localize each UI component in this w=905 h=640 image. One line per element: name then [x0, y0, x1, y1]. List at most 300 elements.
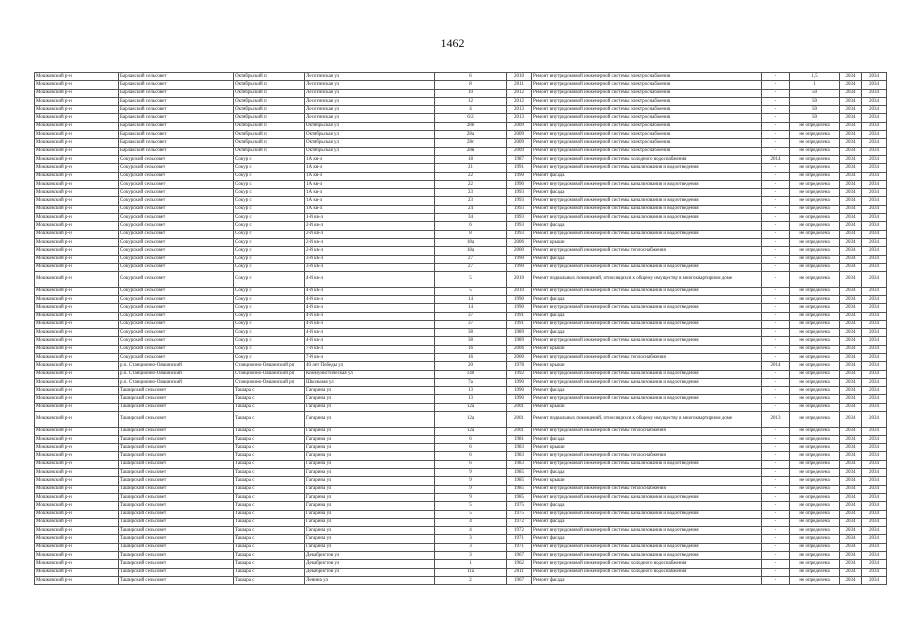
table-cell: не определена [790, 370, 840, 378]
table-cell: Барлакский сельсовет [119, 139, 234, 147]
table-cell: - [762, 197, 790, 205]
table-cell: - [762, 304, 790, 312]
table-cell: Мошковский р-н [35, 378, 119, 386]
table-cell: 2034 [862, 131, 887, 139]
table-cell: 2034 [840, 263, 862, 271]
table-cell: Сокурский сельсовет [119, 214, 234, 222]
table-cell: Барлакский сельсовет [119, 131, 234, 139]
table-cell: Таширский сельсовет [119, 452, 234, 460]
table-cell: Сокур с [234, 197, 305, 205]
table-cell: не определена [790, 320, 840, 328]
table-cell: 5 [435, 502, 507, 510]
table-row [35, 403, 887, 411]
table-row [35, 477, 887, 485]
table-cell: не определена [790, 139, 840, 147]
table-cell: 1989 [507, 337, 532, 345]
table-cell: - [762, 97, 790, 105]
table-cell: 1983 [507, 460, 532, 468]
table-cell: 2034 [862, 230, 887, 238]
table-cell: Ташара с [234, 460, 305, 468]
table-cell: 3-й кв-л [305, 255, 435, 263]
table-cell: Октябрьский п [234, 89, 305, 97]
table-cell: 2034 [840, 395, 862, 403]
table-cell: 50 [790, 114, 840, 122]
table-cell: Сокурский сельсовет [119, 222, 234, 230]
table-cell: Ремонт внутридомовой инженерной системы канализования и водоотведения [532, 205, 762, 213]
table-cell: 2034 [840, 312, 862, 320]
table-cell: 2034 [840, 189, 862, 197]
table-cell: Ремонт внутридомовой инженерной системы электроснабжения [532, 131, 762, 139]
table-cell: Мошковский р-н [35, 510, 119, 518]
table-row [35, 89, 887, 97]
table-cell: 2034 [840, 576, 862, 584]
table-cell: Ремонт внутридомовой инженерной системы холодного водоснабжения [532, 560, 762, 568]
table-cell: 2034 [862, 477, 887, 485]
table-cell: 1990 [507, 295, 532, 303]
table-cell: Таширский сельсовет [119, 477, 234, 485]
table-cell: Мошковский р-н [35, 131, 119, 139]
table-cell: 1990 [507, 255, 532, 263]
table-cell: не определена [790, 172, 840, 180]
table-cell: Таширский сельсовет [119, 395, 234, 403]
table-cell: Таширский сельсовет [119, 460, 234, 468]
table-cell: Мошковский р-н [35, 345, 119, 353]
table-cell: 2034 [840, 155, 862, 163]
table-cell: 1985 [507, 477, 532, 485]
table-cell: 2034 [862, 122, 887, 130]
table-cell: 2034 [862, 73, 887, 81]
table-cell: 2034 [840, 238, 862, 246]
table-cell: Мошковский р-н [35, 493, 119, 501]
table-cell: Мошковский р-н [35, 155, 119, 163]
table-row [35, 97, 887, 105]
repair-registry-table [34, 72, 887, 585]
table-cell: 2034 [862, 205, 887, 213]
table-cell: - [762, 395, 790, 403]
table-cell: Мошковский р-н [35, 444, 119, 452]
table-cell: 2034 [840, 180, 862, 188]
table-cell: 2034 [840, 560, 862, 568]
table-cell: 2034 [840, 412, 862, 428]
table-row [35, 205, 887, 213]
table-cell: не определена [790, 147, 840, 155]
table-cell: 28б [435, 122, 507, 130]
table-cell: 1А кв-л [305, 164, 435, 172]
table-cell: 14 [435, 295, 507, 303]
table-cell: 2034 [840, 337, 862, 345]
table-cell: Ремонт внутридомовой инженерной системы канализования и водоотведения [532, 337, 762, 345]
table-cell: 4-й кв-л [305, 329, 435, 337]
table-cell: Мошковский р-н [35, 81, 119, 89]
table-cell: Сокур с [234, 287, 305, 295]
table-cell: Ремонт фасада [532, 295, 762, 303]
table-cell: 21 [435, 164, 507, 172]
table-cell: 23 [435, 189, 507, 197]
table-cell: 18 [435, 155, 507, 163]
table-cell: Ташара с [234, 510, 305, 518]
table-cell: 1А кв-л [305, 155, 435, 163]
table-cell: не определена [790, 337, 840, 345]
table-cell: Ташара с [234, 485, 305, 493]
table-cell: - [762, 295, 790, 303]
table-cell: 2034 [840, 543, 862, 551]
table-cell: Гагарина ул [305, 435, 435, 443]
table-cell: Таширский сельсовет [119, 427, 234, 435]
table-cell: Сокурский сельсовет [119, 337, 234, 345]
table-cell: - [762, 552, 790, 560]
table-cell: 2034 [862, 337, 887, 345]
table-cell: 2034 [862, 387, 887, 395]
table-cell: Ташара с [234, 535, 305, 543]
table-row [35, 427, 887, 435]
table-cell: Сокур с [234, 172, 305, 180]
table-cell: 2034 [840, 247, 862, 255]
table-cell: не определена [790, 131, 840, 139]
table-cell: не определена [790, 362, 840, 370]
table-row [35, 435, 887, 443]
table-cell: - [762, 452, 790, 460]
table-cell: 1990 [507, 172, 532, 180]
table-cell: Ташара с [234, 435, 305, 443]
table-cell: Таширский сельсовет [119, 412, 234, 428]
table-cell: 4-й кв-л [305, 312, 435, 320]
table-cell: 6 [435, 73, 507, 81]
table-cell: 2034 [862, 427, 887, 435]
table-cell: 1975 [507, 502, 532, 510]
table-cell: 2034 [840, 255, 862, 263]
table-cell: 2034 [840, 97, 862, 105]
table-cell: 2034 [862, 535, 887, 543]
table-cell: Ремонт подвальных помещений, относящихся к общему имуществу в многоквартирном доме [532, 412, 762, 428]
table-row [35, 527, 887, 535]
table-cell: Мошковский р-н [35, 362, 119, 370]
table-cell: Ташара с [234, 427, 305, 435]
table-cell: Сокур с [234, 337, 305, 345]
table-cell: Ремонт внутридомовой инженерной системы электроснабжения [532, 97, 762, 105]
table-cell: 2011 [507, 81, 532, 89]
table-row [35, 304, 887, 312]
table-cell: - [762, 164, 790, 172]
table-cell: 1989 [507, 329, 532, 337]
table-cell: 2034 [840, 106, 862, 114]
table-cell: Лесотинская ул [305, 114, 435, 122]
table-cell: 2034 [862, 469, 887, 477]
table-cell: не определена [790, 387, 840, 395]
table-cell: 13 [435, 395, 507, 403]
table-cell: 2034 [862, 493, 887, 501]
table-cell: Мошковский р-н [35, 114, 119, 122]
table-cell: Ремонт внутридомовой инженерной системы канализования и водоотведения [532, 510, 762, 518]
table-cell: 2034 [862, 214, 887, 222]
table-cell: Октябрьский п [234, 114, 305, 122]
table-cell: Ремонт фасада [532, 312, 762, 320]
table-cell: 2034 [862, 304, 887, 312]
table-cell: - [762, 477, 790, 485]
table-cell: 1993 [507, 214, 532, 222]
table-cell: не определена [790, 354, 840, 362]
table-cell: Ремонт внутридомовой инженерной системы теплоснабжения [532, 427, 762, 435]
table-cell: не определена [790, 552, 840, 560]
table-cell: 2034 [840, 122, 862, 130]
table-cell: 2034 [840, 197, 862, 205]
table-cell: 2009 [507, 139, 532, 147]
table-cell: Сокур с [234, 255, 305, 263]
table-row [35, 180, 887, 188]
table-cell: не определена [790, 197, 840, 205]
table-cell: Гагарина ул [305, 518, 435, 526]
table-cell: - [762, 189, 790, 197]
table-cell: - [762, 460, 790, 468]
table-row [35, 172, 887, 180]
table-cell: Сокурский сельсовет [119, 312, 234, 320]
table-cell: 2034 [840, 444, 862, 452]
table-cell: 18а [435, 247, 507, 255]
table-cell: 2034 [862, 312, 887, 320]
table-cell: Октябрьская ул [305, 131, 435, 139]
table-cell: не определена [790, 345, 840, 353]
table-cell: Ремонт фасада [532, 329, 762, 337]
table-cell: 12а [435, 412, 507, 428]
table-cell: - [762, 378, 790, 386]
table-cell: 1993 [507, 189, 532, 197]
table-cell: 2034 [862, 552, 887, 560]
table-row [35, 395, 887, 403]
table-cell: не определена [790, 510, 840, 518]
table-cell: не определена [790, 444, 840, 452]
table-cell: Мошковский р-н [35, 197, 119, 205]
table-cell: Ремонт фасада [532, 535, 762, 543]
table-cell: 2034 [840, 535, 862, 543]
table-row [35, 295, 887, 303]
table-cell: 2034 [840, 518, 862, 526]
table-cell: 2034 [840, 460, 862, 468]
table-cell: не определена [790, 295, 840, 303]
table-cell: Мошковский р-н [35, 568, 119, 576]
table-cell: Ремонт внутридомовой инженерной системы канализования и водоотведения [532, 552, 762, 560]
table-cell: 1А кв-л [305, 189, 435, 197]
table-cell: 2034 [840, 205, 862, 213]
table-cell: 8 [435, 230, 507, 238]
table-cell: - [762, 370, 790, 378]
table-row [35, 354, 887, 362]
table-cell: - [762, 73, 790, 81]
table-cell: 2034 [862, 354, 887, 362]
table-cell: 3 [435, 543, 507, 551]
page-number: 1462 [440, 36, 465, 50]
table-cell: не определена [790, 485, 840, 493]
table-cell: Ташара с [234, 527, 305, 535]
table-cell: 6 [435, 435, 507, 443]
table-cell: 1А кв-л [305, 180, 435, 188]
table-cell: 2 [435, 576, 507, 584]
table-row [35, 378, 887, 386]
table-cell: Таширский сельсовет [119, 435, 234, 443]
table-cell: Станционно-Ояшинский рп [234, 378, 305, 386]
table-cell: 3 [435, 552, 507, 560]
table-cell: 4-й кв-л [305, 295, 435, 303]
table-cell: 1983 [507, 452, 532, 460]
table-cell: 23 [435, 197, 507, 205]
table-cell: - [762, 263, 790, 271]
table-cell: Мошковский р-н [35, 576, 119, 584]
table-row [35, 287, 887, 295]
table-cell: 2011 [507, 568, 532, 576]
table-cell: 2034 [862, 502, 887, 510]
table-cell: 16 [435, 345, 507, 353]
table-cell: 1990 [507, 263, 532, 271]
table-cell: 28г [435, 139, 507, 147]
table-cell: 4 [435, 518, 507, 526]
table-cell: 27 [435, 255, 507, 263]
table-cell: Сокур с [234, 164, 305, 172]
table-cell: 2034 [840, 469, 862, 477]
table-cell: 2034 [840, 287, 862, 295]
table-cell: Ташара с [234, 568, 305, 576]
table-cell: Барлакский сельсовет [119, 73, 234, 81]
table-cell: 7а [435, 378, 507, 386]
table-cell: Мошковский р-н [35, 263, 119, 271]
table-cell: Мошковский р-н [35, 560, 119, 568]
table-row [35, 230, 887, 238]
table-cell: 2009 [507, 131, 532, 139]
table-cell: 2034 [840, 477, 862, 485]
table-cell: Гагарина ул [305, 403, 435, 411]
table-row [35, 329, 887, 337]
table-cell: 2034 [840, 552, 862, 560]
table-cell: 2034 [862, 435, 887, 443]
table-cell: Сокурский сельсовет [119, 189, 234, 197]
table-cell: Сокурский сельсовет [119, 304, 234, 312]
table-cell: - [762, 122, 790, 130]
table-cell: 1981 [507, 435, 532, 443]
table-cell: Коммунистическая ул [305, 370, 435, 378]
table-cell: 2034 [840, 147, 862, 155]
table-cell: Сокурский сельсовет [119, 255, 234, 263]
table-cell: Сокурский сельсовет [119, 247, 234, 255]
table-cell: Ремонт внутридомовой инженерной системы канализования и водоотведения [532, 460, 762, 468]
table-cell: 22 [435, 172, 507, 180]
table-cell: Сокур с [234, 304, 305, 312]
table-cell: Мошковский р-н [35, 89, 119, 97]
table-cell: - [762, 214, 790, 222]
table-cell: Мошковский р-н [35, 527, 119, 535]
table-cell: Сокур с [234, 205, 305, 213]
table-cell: Мошковский р-н [35, 247, 119, 255]
table-cell: - [762, 320, 790, 328]
table-cell: 1А кв-л [305, 172, 435, 180]
table-cell: 40 лет Победы ул [305, 362, 435, 370]
table-cell: 2034 [862, 247, 887, 255]
table-cell: не определена [790, 469, 840, 477]
table-cell: Ремонт фасада [532, 518, 762, 526]
table-cell: Таширский сельсовет [119, 387, 234, 395]
table-cell: Таширский сельсовет [119, 527, 234, 535]
table-cell: Мошковский р-н [35, 222, 119, 230]
table-cell: Ремонт внутридомовой инженерной системы канализования и водоотведения [532, 543, 762, 551]
table-cell: 2034 [862, 197, 887, 205]
table-cell: Мошковский р-н [35, 122, 119, 130]
table-cell: 9 [435, 485, 507, 493]
table-cell: 2034 [840, 329, 862, 337]
table-cell: 2013 [507, 106, 532, 114]
table-cell: 6 [435, 452, 507, 460]
table-cell: Лесотинская ул [305, 106, 435, 114]
table-cell: 24 [435, 205, 507, 213]
table-cell: Гагарина ул [305, 535, 435, 543]
table-cell: Ремонт внутридомовой инженерной системы канализования и водоотведения [532, 230, 762, 238]
table-cell: 2034 [840, 272, 862, 288]
table-cell: 1985 [507, 493, 532, 501]
table-cell: 2034 [862, 345, 887, 353]
table-cell: 2013 [507, 114, 532, 122]
table-row [35, 222, 887, 230]
table-cell: Ремонт внутридомовой инженерной системы канализования и водоотведения [532, 197, 762, 205]
table-cell: 1993 [507, 230, 532, 238]
table-cell: Сокурский сельсовет [119, 287, 234, 295]
table-row [35, 155, 887, 163]
table-cell: 2034 [862, 295, 887, 303]
table-cell: Мошковский р-н [35, 255, 119, 263]
table-cell: не определена [790, 304, 840, 312]
table-cell: Мошковский р-н [35, 337, 119, 345]
table-cell: не определена [790, 230, 840, 238]
table-cell: 2034 [862, 189, 887, 197]
table-cell: - [762, 387, 790, 395]
table-cell: Гагарина ул [305, 469, 435, 477]
table-cell: Сокурский сельсовет [119, 205, 234, 213]
table-cell: Сокурский сельсовет [119, 164, 234, 172]
table-cell: Сокурский сельсовет [119, 272, 234, 288]
table-cell: Ремонт внутридомовой инженерной системы канализования и водоотведения [532, 263, 762, 271]
table-cell: - [762, 493, 790, 501]
table-cell: 1 [435, 560, 507, 568]
table-cell: 2006 [507, 345, 532, 353]
table-cell: 2034 [840, 114, 862, 122]
table-cell: 2034 [862, 527, 887, 535]
table-cell: Мошковский р-н [35, 147, 119, 155]
table-cell: 4-й кв-л [305, 320, 435, 328]
table-cell: Декабристов ул [305, 568, 435, 576]
table-cell: Ремонт крыши [532, 238, 762, 246]
table-cell: Ремонт внутридомовой инженерной системы электроснабжения [532, 73, 762, 81]
table-cell: 3 [435, 535, 507, 543]
table-cell: Ташара с [234, 387, 305, 395]
table-cell: не определена [790, 395, 840, 403]
table-cell: 34 [435, 214, 507, 222]
table-cell: 12 [435, 97, 507, 105]
table-cell: Таширский сельсовет [119, 469, 234, 477]
table-cell: Мошковский р-н [35, 180, 119, 188]
table-cell: Ремонт внутридомовой инженерной системы канализования и водоотведения [532, 180, 762, 188]
table-cell: 1993 [507, 222, 532, 230]
table-cell: 50 [790, 106, 840, 114]
table-cell: не определена [790, 527, 840, 535]
table-cell: Мошковский р-н [35, 435, 119, 443]
table-cell: - [762, 469, 790, 477]
table-cell: Сокур с [234, 329, 305, 337]
table-cell: 1992 [507, 370, 532, 378]
table-cell: Ремонт внутридомовой инженерной системы электроснабжения [532, 81, 762, 89]
table-cell: - [762, 485, 790, 493]
table-cell: Сокур с [234, 263, 305, 271]
table-cell: 2034 [840, 378, 862, 386]
table-cell: 9 [435, 469, 507, 477]
table-cell: 2034 [862, 403, 887, 411]
table-cell: 2034 [840, 89, 862, 97]
table-cell: Сокур с [234, 247, 305, 255]
table-cell: Ремонт внутридомовой инженерной системы электроснабжения [532, 106, 762, 114]
table-cell: не определена [790, 477, 840, 485]
